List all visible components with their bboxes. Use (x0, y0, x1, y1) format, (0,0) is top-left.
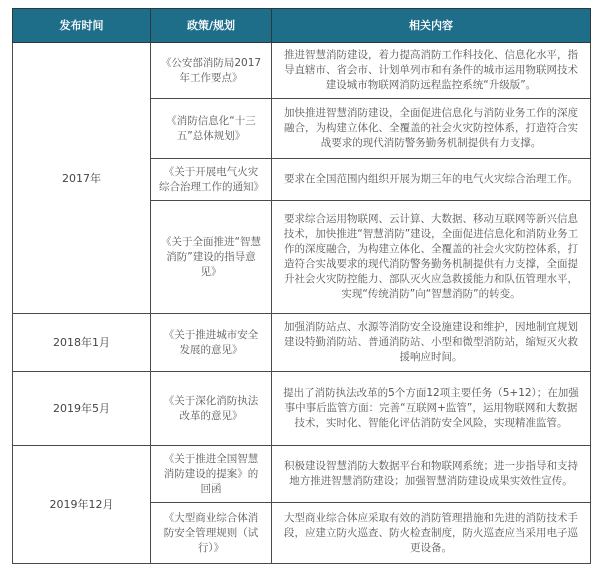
header-content: 相关内容 (272, 9, 591, 43)
header-policy: 政策/规划 (151, 9, 272, 43)
policy-table (12, 8, 591, 564)
policy-cell: 《大型商业综合体消防安全管理规则（试行）》 (151, 503, 272, 564)
content-cell: 大型商业综合体应采取有效的消防管理措施和先进的消防技术手段，应建立防火巡查、防火检查制度，防火巡查应当采用电子巡更设备。 (272, 503, 591, 564)
date-cell: 2019年5月 (13, 372, 151, 446)
policy-cell: 《公安部消防局2017年工作要点》 (151, 43, 272, 99)
policy-cell: 《关于深化消防执法改革的意见》 (151, 372, 272, 446)
content-cell: 提出了消防执法改革的5个方面12项主要任务（5+12）；在加强事中事后监管方面：完善“互联网+监管”，运用物联网和大数据技术，实时化、智能化评估消防安全风险，实现精准监管。 (272, 372, 591, 446)
table-row (13, 314, 591, 372)
table-row (13, 446, 591, 503)
header-date: 发布时间 (13, 9, 151, 43)
content-cell: 要求综合运用物联网、云计算、大数据、移动互联网等新兴信息技术，加快推进“智慧消防”建设，全面促进信息化和消防业务工作的深度融合，为构建立体化、全覆盖的社会火灾防控体系，打造符合实战要求的现代消防警务勤务机制提供有力支撑，全面提升社会火灾防控能力、部队灭火应急救援能力和队伍管理水平，实现“传统消防”向“智慧消防”的转变。 (272, 201, 591, 314)
date-cell: 2019年12月 (13, 446, 151, 564)
content-cell: 加强消防站点、水源等消防安全设施建设和维护，因地制宜规划建设特勤消防站、普通消防站、小型和微型消防站，缩短灭火救援响应时间。 (272, 314, 591, 372)
policy-cell: 《关于全面推进“智慧消防”建设的指导意见》 (151, 201, 272, 314)
table-header-row (13, 9, 591, 43)
policy-cell: 《关于推进全国智慧消防建设的提案》的回函 (151, 446, 272, 503)
content-cell: 要求在全国范围内组织开展为期三年的电气火灾综合治理工作。 (272, 159, 591, 201)
content-cell: 积极建设智慧消防大数据平台和物联网系统；进一步指导和支持地方推进智慧消防建设；加强智慧消防建设成果实效性宣传。 (272, 446, 591, 503)
content-cell: 加快推进智慧消防建设，全面促进信息化与消防业务工作的深度融合，为构建立体化、全覆盖的社会火灾防控体系，打造符合实战要求的现代消防警务勤务机制提供有力支撑。 (272, 99, 591, 159)
policy-cell: 《关于推进城市安全发展的意见》 (151, 314, 272, 372)
table-row (13, 43, 591, 99)
policy-cell: 《关于开展电气火灾综合治理工作的通知》 (151, 159, 272, 201)
date-cell: 2018年1月 (13, 314, 151, 372)
table-row (13, 372, 591, 446)
date-cell: 2017年 (13, 43, 151, 314)
policy-cell: 《消防信息化“十三五”总体规划》 (151, 99, 272, 159)
content-cell: 推进智慧消防建设，着力提高消防工作科技化、信息化水平，指导直辖市、省会市、计划单列市和有条件的城市运用物联网技术建设城市物联网消防远程监控系统“升级版”。 (272, 43, 591, 99)
